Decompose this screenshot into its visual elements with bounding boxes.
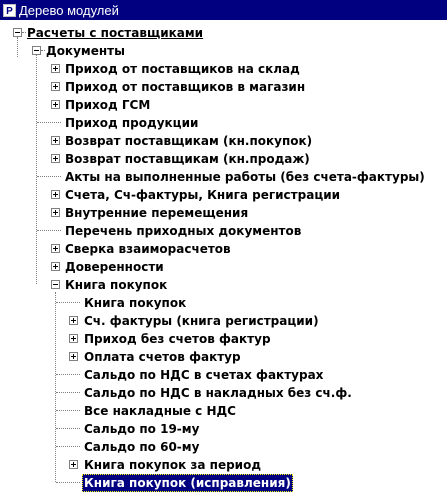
tree-node-item[interactable]: Перечень приходных документов [65,224,302,238]
expand-toggle[interactable] [51,190,60,199]
window-title: Дерево модулей [19,2,119,18]
tree-node-subitem[interactable]: Оплата счетов фактур [84,350,241,364]
tree-node-subitem[interactable]: Приход без счетов фактур [84,332,271,346]
tree-guide-line [37,176,61,177]
app-icon[interactable]: P [3,4,16,17]
expand-toggle[interactable] [69,460,78,469]
module-tree[interactable] [0,20,447,494]
tree-guide-line [56,410,80,411]
tree-node-root[interactable]: Расчеты с поставщиками [27,26,204,40]
tree-node-selected[interactable]: Книга покупок (исправления) [84,476,291,490]
expand-toggle[interactable] [69,352,78,361]
tree-node-subitem[interactable]: Книга покупок за период [84,458,262,472]
tree-guide-line [56,392,80,393]
tree-node-documents[interactable]: Документы [46,44,125,58]
tree-node-subitem[interactable]: Сальдо по НДС в накладных без сч.ф. [84,386,352,400]
collapse-toggle-root[interactable] [13,28,22,37]
expand-toggle[interactable] [51,64,60,73]
collapse-toggle-documents[interactable] [32,46,41,55]
collapse-toggle-purchase-book[interactable] [51,280,60,289]
tree-node-subitem[interactable]: Все накладные с НДС [84,404,236,418]
expand-toggle[interactable] [51,136,60,145]
expand-toggle[interactable] [69,316,78,325]
expand-toggle[interactable] [51,100,60,109]
expand-toggle[interactable] [51,208,60,217]
window-titlebar[interactable] [0,0,447,20]
tree-guide-line [37,230,61,231]
tree-node-item[interactable]: Возврат поставщикам (кн.продаж) [65,152,310,166]
tree-node-item[interactable]: Сверка взаиморасчетов [65,242,231,256]
tree-node-subitem[interactable]: Сальдо по 19-му [84,422,200,436]
tree-node-subitem[interactable]: Сальдо по 60-му [84,440,200,454]
tree-node-item[interactable]: Внутренние перемещения [65,206,249,220]
tree-node-item[interactable]: Приход продукции [65,116,199,130]
tree-guide-line [36,54,37,284]
tree-node-item[interactable]: Приход от поставщиков в магазин [65,80,306,94]
tree-guide-line [56,374,80,375]
tree-guide-line [56,482,80,483]
tree-node-item[interactable]: Возврат поставщикам (кн.покупок) [65,134,313,148]
tree-guide-line [55,292,56,482]
tree-guide-line [56,446,80,447]
expand-toggle[interactable] [51,82,60,91]
tree-node-item[interactable]: Приход от поставщиков на склад [65,62,300,76]
tree-guide-line [37,122,61,123]
expand-toggle[interactable] [51,244,60,253]
expand-toggle[interactable] [69,334,78,343]
tree-node-item[interactable]: Счета, Сч-фактуры, Книга регистрации [65,188,341,202]
expand-toggle[interactable] [51,154,60,163]
expand-toggle[interactable] [51,262,60,271]
tree-node-item[interactable]: Приход ГСМ [65,98,151,112]
tree-guide-line [56,428,80,429]
tree-guide-line [17,37,18,57]
tree-guide-line [56,302,80,303]
tree-node-subitem[interactable]: Сальдо по НДС в счетах фактурах [84,368,324,382]
tree-node-subitem[interactable]: Книга покупок [84,296,187,310]
tree-node-item[interactable]: Акты на выполненные работы (без счета-фактуры) [65,170,425,184]
tree-node-purchase-book[interactable]: Книга покупок [65,278,168,292]
tree-node-subitem[interactable]: Сч. фактуры (книга регистрации) [84,314,319,328]
tree-node-item[interactable]: Доверенности [65,260,164,274]
